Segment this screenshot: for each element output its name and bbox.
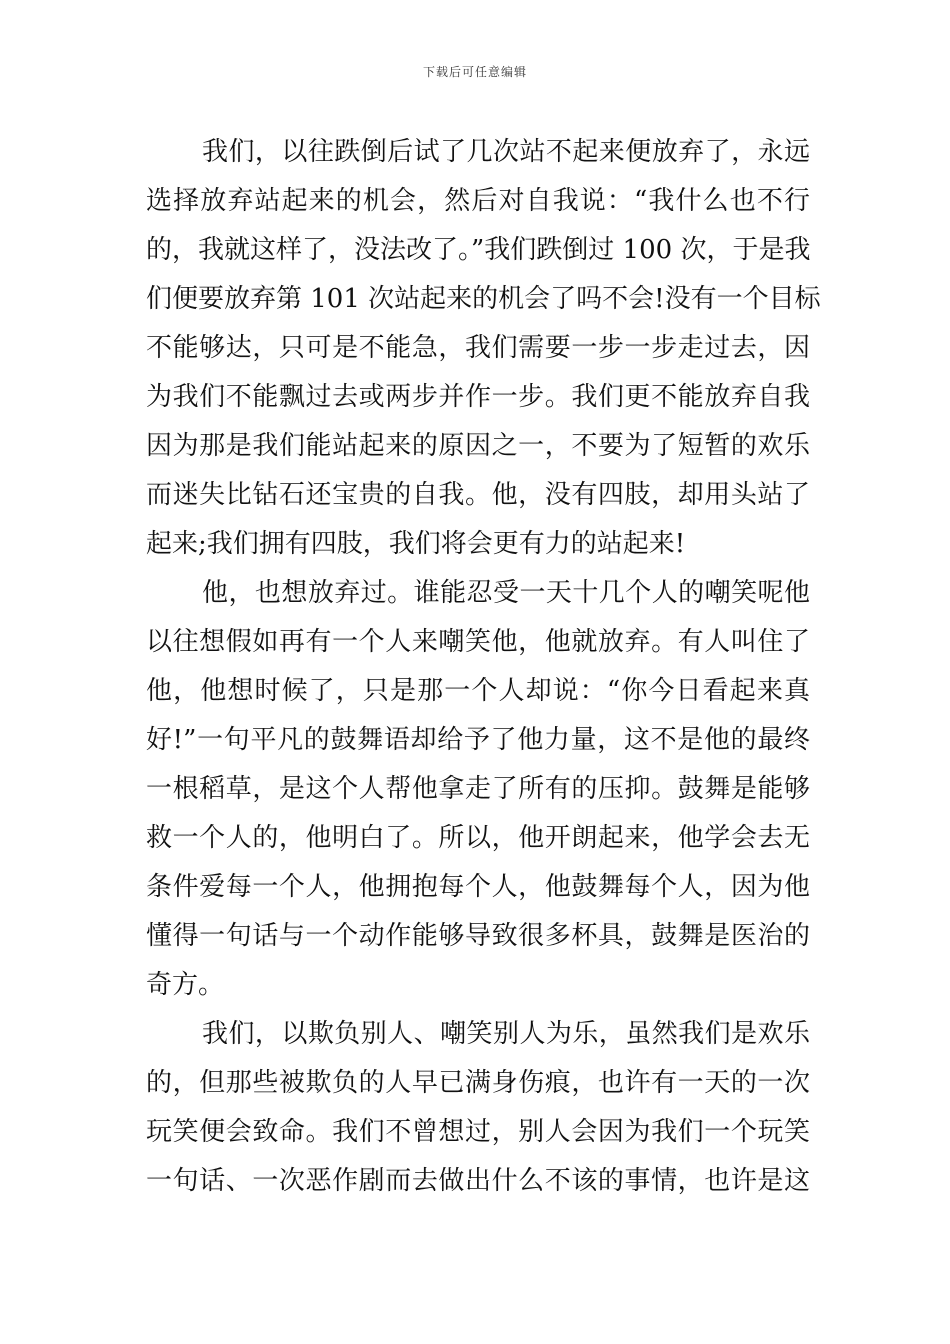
text-line: 玩笑便会致命。我们不曾想过，别人会因为我们一个玩笑 (146, 1117, 810, 1147)
paragraph-3 (146, 1010, 810, 1206)
text-line: 他，也想放弃过。谁能忍受一天十几个人的嘲笑呢他 (202, 578, 810, 608)
text-line: 我们，以欺负别人、嘲笑别人为乐，虽然我们是欢乐 (202, 1019, 810, 1049)
text-line: 而迷失比钻石还宝贵的自我。他，没有四肢，却用头站了 (146, 480, 810, 510)
text-line: 们便要放弃第 101 次站起来的机会了吗不会!没有一个目标 (146, 284, 821, 314)
page-header: 下载后可任意编辑 (422, 65, 527, 79)
text-line: 我们，以往跌倒后试了几次站不起来便放弃了，永远 (202, 137, 810, 167)
text-line: 他，他想时候了，只是那一个人却说：“你今日看起来真 (146, 676, 810, 706)
text-line: 的，我就这样了，没法改了。”我们跌倒过 100 次，于是我 (146, 235, 811, 265)
text-line: 不能够达，只可是不能急，我们需要一步一步走过去，因 (146, 333, 810, 363)
text-line: 懂得一句话与一个动作能够导致很多杯具，鼓舞是医治的 (146, 921, 810, 951)
text-line: 起来;我们拥有四肢，我们将会更有力的站起来! (146, 529, 686, 559)
text-line: 以往想假如再有一个人来嘲笑他，他就放弃。有人叫住了 (146, 627, 810, 657)
text-line: 一根稻草，是这个人帮他拿走了所有的压抑。鼓舞是能够 (146, 774, 810, 804)
document-body (146, 128, 821, 1206)
paragraph-2 (146, 569, 810, 1010)
text-line: 因为那是我们能站起来的原因之一，不要为了短暂的欢乐 (146, 431, 810, 461)
text-line: 为我们不能飘过去或两步并作一步。我们更不能放弃自我 (146, 382, 810, 412)
text-line: 救一个人的，他明白了。所以，他开朗起来，他学会去无 (146, 823, 810, 853)
paragraph-1 (146, 128, 821, 569)
text-line: 选择放弃站起来的机会，然后对自我说：“我什么也不行 (146, 186, 810, 216)
text-line: 条件爱每一个人，他拥抱每个人，他鼓舞每个人，因为他 (146, 872, 810, 902)
text-line: 一句话、一次恶作剧而去做出什么不该的事情，也许是这 (146, 1166, 810, 1196)
text-line: 奇方。 (146, 970, 225, 1000)
text-line: 好!”一句平凡的鼓舞语却给予了他力量，这不是他的最终 (146, 725, 810, 755)
text-line: 的，但那些被欺负的人早已满身伤痕，也许有一天的一次 (146, 1068, 810, 1098)
